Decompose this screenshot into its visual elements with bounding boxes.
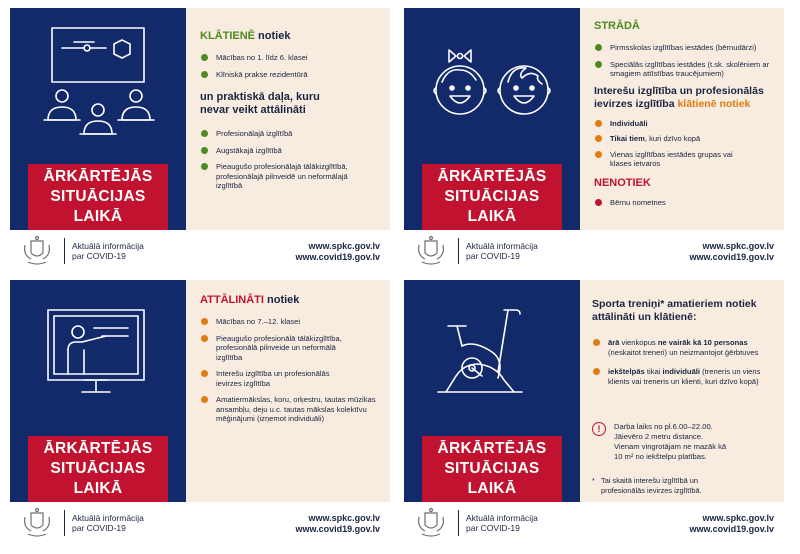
footer-link-covid19[interactable]: www.covid19.gov.lv [689,524,774,534]
footer-info [72,241,144,261]
list-item [200,369,350,388]
footer [404,230,784,272]
green-bullet-icon [201,163,208,170]
list-item-text: Mācības no 7.–12. klasei [216,317,301,326]
orange-bullet-icon [201,370,208,377]
green-bullet-icon [201,147,208,154]
footer-urls [295,241,380,263]
banner-line-2: SITUĀCIJAS LAIKĀ [50,188,146,225]
footer-info-line-2: par COVID-19 [466,523,520,533]
footer-link-spkc[interactable]: www.spkc.gov.lv [702,513,774,523]
heading-accent: ATTĀLINĀTI [200,294,264,306]
footer-urls [689,241,774,263]
bullet-list [592,338,776,393]
list-item-text: Profesionālajā izglītībā [216,129,293,138]
sub-heading: un praktiskā daļa, kuru nevar veikt attālināti [200,91,320,116]
green-bullet-icon [201,54,208,61]
banner-line-2: SITUĀCIJAS LAIKĀ [444,460,540,497]
green-bullet-icon [595,44,602,51]
footer-info-line-2: par COVID-19 [72,523,126,533]
footer-link-covid19[interactable]: www.covid19.gov.lv [689,252,774,262]
banner-line-2: SITUĀCIJAS LAIKĀ [50,460,146,497]
footer-urls [689,513,774,535]
illustration-panel [404,280,580,502]
list-item-text: Speciālās izglītības iestādes (t.sk. skolēniem ar smagiem attīstības traucējumiem) [610,59,770,78]
orange-bullet-icon [595,151,602,158]
list-item-text: Individuāli [610,118,648,128]
info-panel [580,280,784,502]
remote-teacher-screen-icon [10,280,186,430]
latvia-coat-of-arms-icon [414,235,448,267]
footer-info-line-2: par COVID-19 [72,251,126,261]
footer-divider [458,510,459,536]
orange-bullet-icon [593,339,600,346]
section-heading: STRĀDĀ [594,20,640,32]
banner-line-1: ĀRKĀRTĒJĀS [437,168,547,185]
green-bullet-icon [595,61,602,68]
heading-accent: KLĀTIENĒ [200,30,255,42]
list-item-text: Amatiermākslas, koru, orķestru, tautas mūzikas ansambļu, deju u.c. tautas mākslas kolektīvu mēģinājumi (izņemot individuāli) [216,395,376,423]
card-in-person-learning [10,8,390,272]
list-item-text: Augstākajā izglītībā [216,145,282,155]
list-item-text: tikai [644,367,663,376]
list-item-text: Pieaugušo profesionālā tālākizglītība, profesionālā pilnveide un neformālā izglītība [216,333,342,362]
list-item-text: (neskaitot treneri) un neizmantojot ģērbtuves [608,347,759,357]
footer-divider [64,238,65,264]
footer-divider [458,238,459,264]
list-item-text: Bērnu nometnes [610,197,666,207]
footer-info-line-1: Aktuālā informācija [72,513,144,523]
exercise-bike-icon [404,280,580,430]
list-item [594,150,744,169]
bullet-list [200,317,380,424]
list-item [594,43,776,53]
warning-line: Jāievēro 2 metru distance. [614,432,704,441]
list-item [594,119,776,129]
banner-line-2: SITUĀCIJAS LAIKĀ [444,188,540,225]
classroom-presentation-icon [10,8,186,158]
footer-info-line-1: Aktuālā informācija [466,241,538,251]
footnote-asterisk: * [592,476,595,485]
red-bullet-icon [595,199,602,206]
list-item [200,146,380,156]
list-item-bold: iekštelpās [608,367,645,376]
orange-bullet-icon [595,120,602,127]
rules-warning [592,422,774,462]
list-item-text: Pirmsskolas izglītības iestādes (bērnudārzi) [610,43,757,52]
banner-line-1: ĀRKĀRTĒJĀS [43,440,153,457]
footer-info [466,241,538,261]
list-item-text: Vienas izglītības iestādes grupas vai klases ietvaros [610,149,733,168]
card-remote-learning [10,280,390,544]
orange-bullet-icon [201,318,208,325]
illustration-panel [10,8,186,230]
warning-text [614,422,774,462]
list-item [594,60,776,79]
section-heading-not-happening: NENOTIEK [594,176,651,189]
footer-info [72,513,144,533]
list-item [200,162,370,191]
orange-bullet-icon [593,368,600,375]
green-bullet-icon [201,71,208,78]
list-item [200,70,380,80]
list-item-text: (treneris un viens klients vai treneris un klienti, kuri dzīvo kopā) [608,367,761,386]
footer-link-covid19[interactable]: www.covid19.gov.lv [295,252,380,262]
list-item-text: Interešu izglītība un profesionālās ievirzes izglītība [216,369,330,388]
latvia-coat-of-arms-icon [414,507,448,539]
info-panel [186,8,390,230]
footer-info-line-1: Aktuālā informācija [466,513,538,523]
children-faces-icon [404,8,580,158]
list-item-bold: ārā [608,338,620,347]
banner-line-1: ĀRKĀRTĒJĀS [43,168,153,185]
list-item-text: , kuri dzīvo kopā [644,134,701,143]
green-bullet-icon [201,130,208,137]
latvia-coat-of-arms-icon [20,507,54,539]
footer [10,502,390,544]
list-item [592,338,776,357]
footer-info-line-2: par COVID-19 [466,251,520,261]
emergency-banner [422,436,562,502]
list-item-text: Klīniskā prakse rezidentūrā [216,69,308,79]
sub-heading-text: Interešu izglītība un profesionālās ievirzes izglītība [594,84,764,110]
list-item [592,367,776,386]
footer-link-spkc[interactable]: www.spkc.gov.lv [702,241,774,251]
info-panel [580,8,784,230]
footer [10,230,390,272]
info-panel [186,280,390,502]
heading-rest: notiek [263,294,300,306]
footer-link-spkc[interactable]: www.spkc.gov.lv [308,241,380,251]
footer-info [466,513,538,533]
list-item-text: vienkopus [619,338,658,347]
list-item-text: Pieaugušo profesionālajā tālākizglītībā, profesionālajā pilnveidē un neformālajā izglītībā [216,162,348,190]
emergency-banner [28,436,168,502]
footnote-line: profesionālās ievirzes izglītībā. [601,485,702,495]
footer-link-covid19[interactable]: www.covid19.gov.lv [295,524,380,534]
warning-line: Darba laiks no pl.6.00–22.00. [614,422,713,431]
list-item [594,198,776,208]
latvia-coat-of-arms-icon [20,235,54,267]
illustration-panel [10,280,186,502]
footer-link-spkc[interactable]: www.spkc.gov.lv [308,513,380,523]
section-heading: Sporta treniņi* amatieriem notiek attālināti un klātienē: [592,298,757,323]
bullet-list [594,43,776,79]
banner-line-1: ĀRKĀRTĒJĀS [437,440,547,457]
footnote [592,476,774,495]
list-item [200,317,380,327]
exclamation-icon: ! [592,422,606,436]
bullet-list [200,129,380,191]
footnote-line: Tai skaitā interešu izglītībā un [601,476,698,485]
list-item [200,129,380,139]
bullet-list [594,119,776,169]
illustration-panel [404,8,580,230]
card-sports-training [404,280,784,544]
emergency-banner [422,164,562,230]
section-heading [200,294,380,307]
footer [404,502,784,544]
footer-urls [295,513,380,535]
heading-rest: notiek [255,30,291,42]
list-item [594,134,776,144]
warning-line: Vienam vingrotājam ne mazāk kā [614,442,727,451]
warning-line: 10 m² no iekštelpu platības. [614,452,707,461]
list-item-bold: individuāli [662,367,701,376]
emergency-banner [28,164,168,230]
list-item [200,334,360,363]
orange-bullet-icon [595,135,602,142]
list-item-text: Mācības no 1. līdz 6. klasei [216,53,308,62]
list-item [200,53,380,63]
bullet-list [594,198,776,208]
section-heading [200,30,380,43]
sub-heading-accent: klātienē notiek [677,97,751,110]
card-preschool-special [404,8,784,272]
bullet-list [200,53,380,79]
list-item [200,395,376,424]
sub-heading [594,85,776,111]
list-item-bold: Tikai tiem [610,134,645,143]
list-item-bold: ne vairāk kā 10 personas [657,338,748,347]
footer-info-line-1: Aktuālā informācija [72,241,144,251]
orange-bullet-icon [201,335,208,342]
footer-divider [64,510,65,536]
orange-bullet-icon [201,396,208,403]
